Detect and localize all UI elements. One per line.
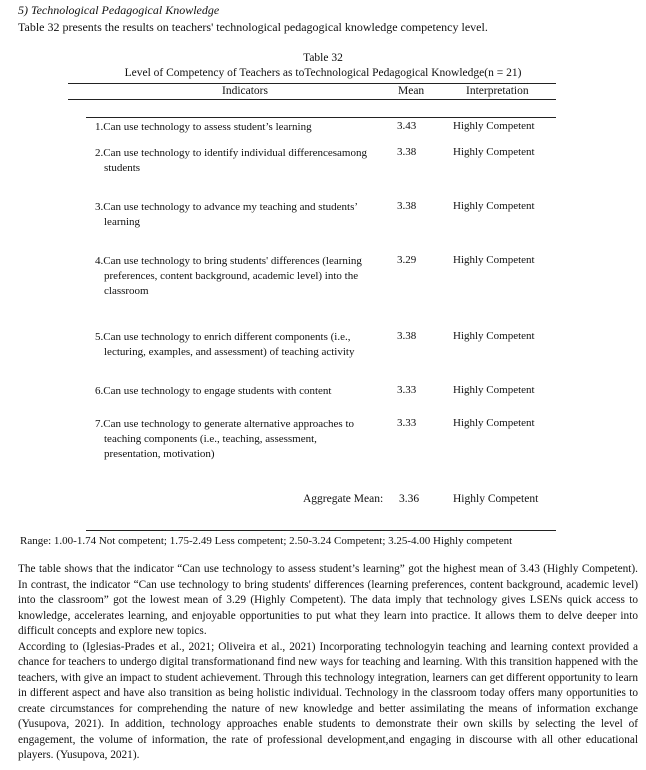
header-indicators: Indicators (222, 85, 268, 97)
aggregate-mean: 3.36 (399, 493, 420, 505)
body-text (18, 562, 638, 764)
table-row-label: 3.Can use technology to advance my teaching and students’ learning (95, 201, 359, 228)
table-row-mean: 3.43 (397, 120, 417, 132)
aggregate-interpretation: Highly Competent (453, 493, 539, 505)
table-row-interpretation: Highly Competent (453, 254, 535, 266)
range-legend: Range: 1.00-1.74 Not competent; 1.75-2.49 Less competent; 2.50-3.24 Competent; 3.25-4.00 Highly competent (20, 535, 513, 547)
table-body-rule (86, 117, 556, 118)
table-number: Table 32 (303, 52, 343, 64)
table-header-rule (68, 99, 556, 100)
section-heading: 5) Technological Pedagogical Knowledge (18, 3, 220, 17)
table-row-label: 7.Can use technology to generate alternative approaches to teaching components (i.e., teaching, assessment, presentation, motivation) (95, 418, 355, 460)
aggregate-label: Aggregate Mean: (303, 493, 384, 505)
table-row-label: 5.Can use technology to enrich different components (i.e., lecturing, examples, and assessment) of teaching activity (95, 331, 355, 358)
table-row-interpretation: Highly Competent (453, 417, 535, 429)
table-row-label: 4.Can use technology to bring students' differences (learning preferences, content background, academic level) into the classroom (95, 255, 362, 297)
table-top-rule (68, 83, 556, 84)
table-row-interpretation: Highly Competent (453, 330, 535, 342)
table-row-label: 2.Can use technology to identify individual differencesamong students (95, 147, 367, 174)
table-row-label: 1.Can use technology to assess student’s learning (95, 121, 312, 133)
table-row-interpretation: Highly Competent (453, 120, 535, 132)
table-row-mean: 3.29 (397, 254, 417, 266)
table-row-interpretation: Highly Competent (453, 146, 535, 158)
table-row-mean: 3.38 (397, 200, 417, 212)
table-title: Level of Competency of Teachers as toTechnological Pedagogical Knowledge(n = 21) (124, 67, 522, 79)
table-bottom-rule (86, 530, 556, 531)
paragraph-literature: According to (Iglesias-Prades et al., 2021; Oliveira et al., 2021) Incorporating technologyin teaching and learning context provided a chance for teachers to undergo digital transformationand find new ways for teaching and learning. With this transition happened with the teachers, with give an impact to student achievement. Through this technology integration, learners can get different opportunity to learn in different aspect and have also transition as being holistic individual. Technology in the classroom today offers many opportunities to create circumstances for comprehending the nature of new knowledge and better assimilating the means of information exchange (Yusupova, 2021). In addition, technology approaches enable students to demonstrate their own skills by selecting the level of engagement, the volume of information, the rate of professional development,and engaging in discourse with all other educational players. (Yusupova, 2021). (18, 640, 638, 761)
table-row-interpretation: Highly Competent (453, 384, 535, 396)
table-row-interpretation: Highly Competent (453, 200, 535, 212)
paragraph-discussion: The table shows that the indicator “Can use technology to assess student’s learning” got the highest mean of 3.43 (Highly Competent). In contrast, the indicator “Can use technology to bring students' differences (learning preferences, content background, academic level) into the classroom” got the lowest mean of 3.29 (Highly Competent). The data imply that technology gives LSENs quick access to knowledge, accelerates learning, and enjoyable opportunities to put what they learn into practice. It allows them to delve deeper into difficult concepts and explore new topics. (18, 563, 638, 637)
table-row-mean: 3.33 (397, 384, 417, 396)
table-row-mean: 3.38 (397, 146, 417, 158)
intro-sentence: Table 32 presents the results on teachers' technological pedagogical knowledge competency level. (18, 20, 488, 34)
table-row-mean: 3.38 (397, 330, 417, 342)
header-interpretation: Interpretation (466, 85, 529, 97)
table-row-label: 6.Can use technology to engage students with content (95, 385, 332, 397)
header-mean: Mean (398, 85, 425, 97)
table-row-mean: 3.33 (397, 417, 417, 429)
